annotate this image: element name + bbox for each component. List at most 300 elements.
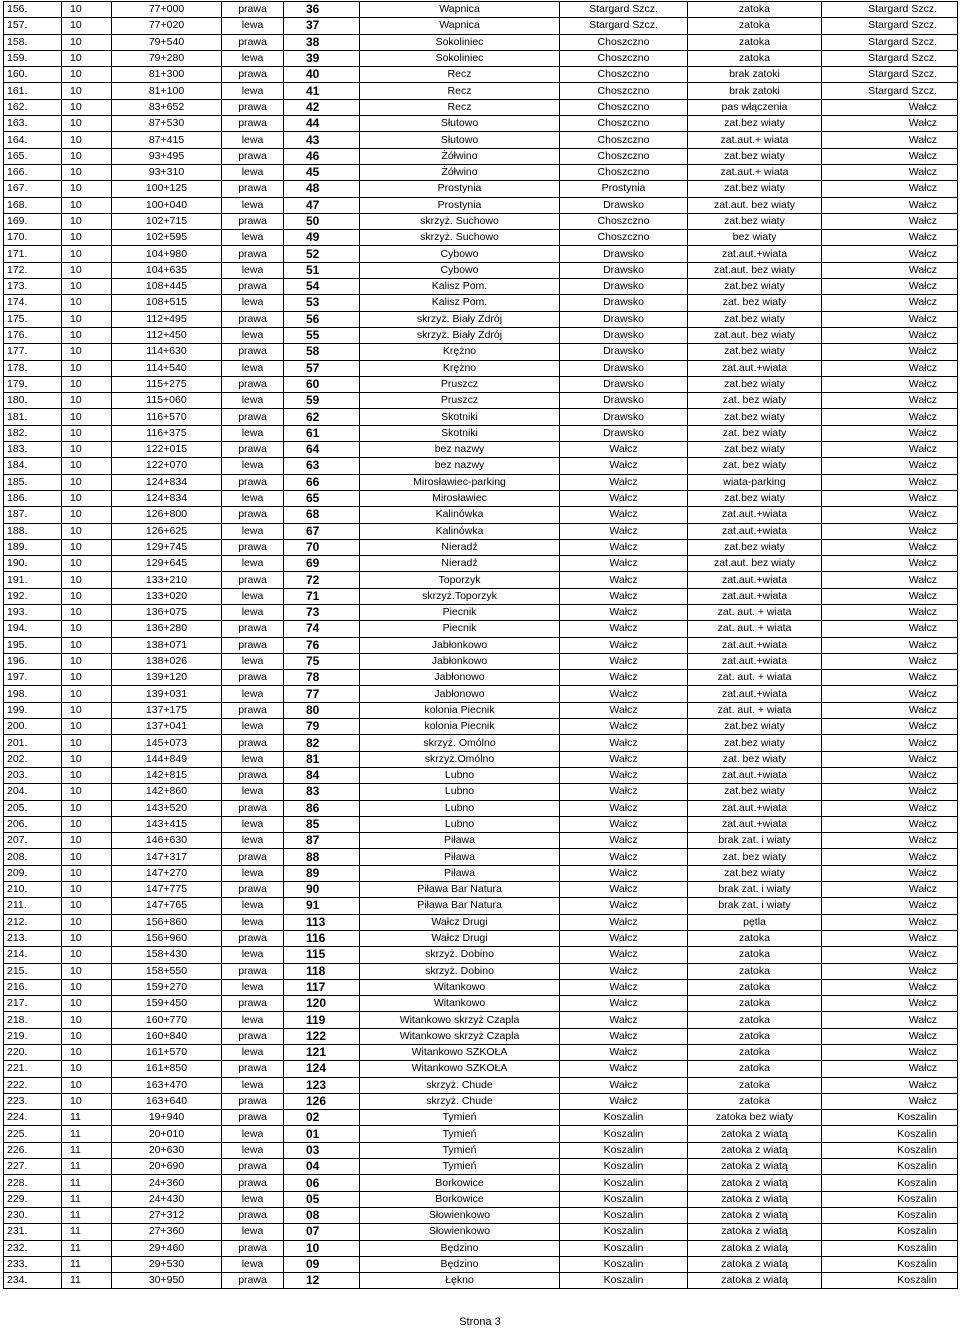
table-row (4, 784, 958, 800)
stop-type-cell: zat.aut.+ wiata (688, 164, 822, 180)
row-number-cell: 175. (4, 311, 62, 327)
road-number-cell: 10 (62, 784, 112, 800)
row-number-cell: 171. (4, 246, 62, 262)
road-number-cell: 10 (62, 116, 112, 132)
row-number-cell: 185. (4, 474, 62, 490)
stop-type-cell: zat.bez wiaty (688, 311, 822, 327)
side-cell: prawa (222, 246, 284, 262)
side-cell: lewa (222, 295, 284, 311)
stop-type-cell: zat. bez wiaty (688, 393, 822, 409)
row-number-cell: 206. (4, 816, 62, 832)
area-cell: Wałcz (560, 800, 688, 816)
district-cell: Wałcz (822, 751, 958, 767)
district-cell: Wałcz (822, 702, 958, 718)
stop-number-cell: 66 (284, 474, 360, 490)
stop-name-cell: Krężno (360, 360, 560, 376)
area-cell: Drawsko (560, 360, 688, 376)
stop-number-cell: 61 (284, 425, 360, 441)
stop-number-cell: 06 (284, 1175, 360, 1191)
district-cell: Wałcz (822, 914, 958, 930)
side-cell: prawa (222, 735, 284, 751)
table-row (4, 409, 958, 425)
row-number-cell: 201. (4, 735, 62, 751)
stop-type-cell: zatoka (688, 1093, 822, 1109)
row-number-cell: 203. (4, 767, 62, 783)
side-cell: lewa (222, 686, 284, 702)
table-row (4, 751, 958, 767)
table-row (4, 279, 958, 295)
side-cell: lewa (222, 1142, 284, 1158)
table-row (4, 1110, 958, 1126)
side-cell: prawa (222, 1110, 284, 1126)
stop-number-cell: 64 (284, 442, 360, 458)
table-row (4, 116, 958, 132)
area-cell: Wałcz (560, 751, 688, 767)
area-cell: Wałcz (560, 784, 688, 800)
stop-type-cell: zatoka z wiatą (688, 1224, 822, 1240)
district-cell: Wałcz (822, 572, 958, 588)
stop-type-cell: zatoka z wiatą (688, 1256, 822, 1272)
row-number-cell: 173. (4, 279, 62, 295)
side-cell: prawa (222, 344, 284, 360)
road-number-cell: 10 (62, 393, 112, 409)
side-cell: lewa (222, 653, 284, 669)
stop-name-cell: Pruszcz (360, 376, 560, 392)
row-number-cell: 179. (4, 376, 62, 392)
area-cell: Koszalin (560, 1240, 688, 1256)
stop-number-cell: 44 (284, 116, 360, 132)
kilometer-cell: 114+540 (112, 360, 222, 376)
road-number-cell: 10 (62, 849, 112, 865)
stop-name-cell: skrzyż. Chude (360, 1077, 560, 1093)
side-cell: lewa (222, 1191, 284, 1207)
side-cell: prawa (222, 148, 284, 164)
district-cell: Wałcz (822, 963, 958, 979)
district-cell: Wałcz (822, 1045, 958, 1061)
row-number-cell: 207. (4, 833, 62, 849)
district-cell: Wałcz (822, 458, 958, 474)
stop-type-cell: zat.aut.+wiata (688, 588, 822, 604)
side-cell: lewa (222, 604, 284, 620)
stop-number-cell: 09 (284, 1256, 360, 1272)
table-row (4, 132, 958, 148)
road-number-cell: 10 (62, 507, 112, 523)
road-number-cell: 10 (62, 164, 112, 180)
district-cell: Koszalin (822, 1191, 958, 1207)
stop-number-cell: 123 (284, 1077, 360, 1093)
table-row (4, 1273, 958, 1289)
kilometer-cell: 20+010 (112, 1126, 222, 1142)
side-cell: prawa (222, 474, 284, 490)
side-cell: lewa (222, 262, 284, 278)
district-cell: Wałcz (822, 262, 958, 278)
kilometer-cell: 87+415 (112, 132, 222, 148)
road-number-cell: 10 (62, 376, 112, 392)
road-number-cell: 10 (62, 148, 112, 164)
bus-stop-table (3, 1, 958, 1289)
road-number-cell: 10 (62, 230, 112, 246)
district-cell: Wałcz (822, 1061, 958, 1077)
stop-number-cell: 72 (284, 572, 360, 588)
stop-name-cell: Recz (360, 83, 560, 99)
road-number-cell: 10 (62, 556, 112, 572)
stop-type-cell: brak zat. i wiaty (688, 833, 822, 849)
road-number-cell: 10 (62, 2, 112, 18)
table-row (4, 360, 958, 376)
table-row (4, 1207, 958, 1223)
district-cell: Koszalin (822, 1273, 958, 1289)
district-cell: Wałcz (822, 99, 958, 115)
stop-type-cell: zatoka z wiatą (688, 1126, 822, 1142)
district-cell: Wałcz (822, 947, 958, 963)
road-number-cell: 10 (62, 767, 112, 783)
row-number-cell: 193. (4, 604, 62, 620)
area-cell: Koszalin (560, 1256, 688, 1272)
stop-name-cell: Tymień (360, 1159, 560, 1175)
table-row (4, 442, 958, 458)
stop-number-cell: 91 (284, 898, 360, 914)
stop-type-cell: zat.bez wiaty (688, 409, 822, 425)
stop-type-cell: zat.aut. bez wiaty (688, 327, 822, 343)
road-number-cell: 11 (62, 1175, 112, 1191)
area-cell: Koszalin (560, 1207, 688, 1223)
row-number-cell: 213. (4, 930, 62, 946)
kilometer-cell: 87+530 (112, 116, 222, 132)
stop-type-cell: zatoka z wiatą (688, 1240, 822, 1256)
stop-name-cell: skrzyż. Omólno (360, 735, 560, 751)
side-cell: prawa (222, 1159, 284, 1175)
kilometer-cell: 156+860 (112, 914, 222, 930)
district-cell: Wałcz (822, 816, 958, 832)
area-cell: Choszczno (560, 83, 688, 99)
road-number-cell: 10 (62, 344, 112, 360)
side-cell: lewa (222, 784, 284, 800)
district-cell: Wałcz (822, 784, 958, 800)
stop-type-cell: zatoka z wiatą (688, 1273, 822, 1289)
kilometer-cell: 137+175 (112, 702, 222, 718)
table-row (4, 947, 958, 963)
district-cell: Wałcz (822, 865, 958, 881)
road-number-cell: 10 (62, 523, 112, 539)
road-number-cell: 10 (62, 34, 112, 50)
stop-name-cell: Cybowo (360, 262, 560, 278)
stop-type-cell: zat.bez wiaty (688, 442, 822, 458)
stop-type-cell: zat.bez wiaty (688, 539, 822, 555)
stop-type-cell: zat.bez wiaty (688, 148, 822, 164)
table-row (4, 1093, 958, 1109)
row-number-cell: 228. (4, 1175, 62, 1191)
stop-type-cell: zat.aut.+wiata (688, 767, 822, 783)
stop-name-cell: Słowienkowo (360, 1207, 560, 1223)
area-cell: Wałcz (560, 474, 688, 490)
row-number-cell: 162. (4, 99, 62, 115)
row-number-cell: 211. (4, 898, 62, 914)
stop-type-cell: zat. bez wiaty (688, 295, 822, 311)
table-row (4, 572, 958, 588)
stop-number-cell: 47 (284, 197, 360, 213)
table-row (4, 1224, 958, 1240)
area-cell: Wałcz (560, 767, 688, 783)
side-cell: prawa (222, 539, 284, 555)
side-cell: lewa (222, 132, 284, 148)
table-row (4, 637, 958, 653)
kilometer-cell: 102+715 (112, 213, 222, 229)
district-cell: Wałcz (822, 213, 958, 229)
district-cell: Wałcz (822, 719, 958, 735)
area-cell: Choszczno (560, 164, 688, 180)
area-cell: Prostynia (560, 181, 688, 197)
kilometer-cell: 126+800 (112, 507, 222, 523)
stop-type-cell: zat.aut.+wiata (688, 246, 822, 262)
district-cell: Wałcz (822, 230, 958, 246)
stop-number-cell: 115 (284, 947, 360, 963)
table-row (4, 425, 958, 441)
road-number-cell: 10 (62, 327, 112, 343)
area-cell: Drawsko (560, 409, 688, 425)
area-cell: Wałcz (560, 979, 688, 995)
district-cell: Wałcz (822, 686, 958, 702)
stop-type-cell: zat.bez wiaty (688, 490, 822, 506)
road-number-cell: 10 (62, 1012, 112, 1028)
kilometer-cell: 29+460 (112, 1240, 222, 1256)
district-cell: Wałcz (822, 735, 958, 751)
stop-number-cell: 36 (284, 2, 360, 18)
area-cell: Koszalin (560, 1175, 688, 1191)
row-number-cell: 191. (4, 572, 62, 588)
stop-number-cell: 85 (284, 816, 360, 832)
side-cell: lewa (222, 164, 284, 180)
stop-name-cell: Lubno (360, 816, 560, 832)
side-cell: lewa (222, 865, 284, 881)
road-number-cell: 10 (62, 295, 112, 311)
stop-number-cell: 03 (284, 1142, 360, 1158)
district-cell: Koszalin (822, 1207, 958, 1223)
stop-number-cell: 46 (284, 148, 360, 164)
row-number-cell: 209. (4, 865, 62, 881)
row-number-cell: 176. (4, 327, 62, 343)
kilometer-cell: 115+060 (112, 393, 222, 409)
kilometer-cell: 77+020 (112, 18, 222, 34)
stop-type-cell: zat.aut. bez wiaty (688, 262, 822, 278)
area-cell: Drawsko (560, 197, 688, 213)
area-cell: Wałcz (560, 556, 688, 572)
kilometer-cell: 122+015 (112, 442, 222, 458)
district-cell: Wałcz (822, 507, 958, 523)
stop-number-cell: 04 (284, 1159, 360, 1175)
road-number-cell: 10 (62, 1061, 112, 1077)
side-cell: lewa (222, 393, 284, 409)
stop-type-cell: zat.aut.+wiata (688, 572, 822, 588)
stop-number-cell: 52 (284, 246, 360, 262)
area-cell: Wałcz (560, 1045, 688, 1061)
stop-type-cell: zatoka (688, 1045, 822, 1061)
district-cell: Wałcz (822, 295, 958, 311)
kilometer-cell: 163+470 (112, 1077, 222, 1093)
table-row (4, 458, 958, 474)
stop-name-cell: skrzyż. Suchowo (360, 230, 560, 246)
table-row (4, 311, 958, 327)
side-cell: lewa (222, 914, 284, 930)
stop-number-cell: 07 (284, 1224, 360, 1240)
stop-type-cell: zat. bez wiaty (688, 849, 822, 865)
kilometer-cell: 146+630 (112, 833, 222, 849)
stop-name-cell: Kalinówka (360, 507, 560, 523)
district-cell: Wałcz (822, 181, 958, 197)
area-cell: Wałcz (560, 507, 688, 523)
district-cell: Wałcz (822, 637, 958, 653)
area-cell: Koszalin (560, 1142, 688, 1158)
road-number-cell: 10 (62, 621, 112, 637)
district-cell: Koszalin (822, 1142, 958, 1158)
side-cell: lewa (222, 898, 284, 914)
side-cell: lewa (222, 1077, 284, 1093)
side-cell: prawa (222, 442, 284, 458)
row-number-cell: 231. (4, 1224, 62, 1240)
kilometer-cell: 93+310 (112, 164, 222, 180)
stop-name-cell: Wapnica (360, 2, 560, 18)
area-cell: Choszczno (560, 148, 688, 164)
kilometer-cell: 19+940 (112, 1110, 222, 1126)
kilometer-cell: 138+026 (112, 653, 222, 669)
kilometer-cell: 77+000 (112, 2, 222, 18)
table-row (4, 686, 958, 702)
district-cell: Wałcz (822, 882, 958, 898)
stop-number-cell: 117 (284, 979, 360, 995)
side-cell: prawa (222, 1061, 284, 1077)
row-number-cell: 164. (4, 132, 62, 148)
side-cell: lewa (222, 327, 284, 343)
side-cell: prawa (222, 800, 284, 816)
stop-type-cell: pętla (688, 914, 822, 930)
side-cell: lewa (222, 751, 284, 767)
kilometer-cell: 160+770 (112, 1012, 222, 1028)
table-row (4, 1061, 958, 1077)
kilometer-cell: 161+570 (112, 1045, 222, 1061)
stop-type-cell: zat.bez wiaty (688, 116, 822, 132)
stop-name-cell: Kalinówka (360, 523, 560, 539)
side-cell: lewa (222, 556, 284, 572)
side-cell: prawa (222, 963, 284, 979)
side-cell: prawa (222, 572, 284, 588)
road-number-cell: 10 (62, 442, 112, 458)
stop-type-cell: zatoka (688, 996, 822, 1012)
row-number-cell: 170. (4, 230, 62, 246)
stop-type-cell: zatoka (688, 963, 822, 979)
stop-type-cell: zat.aut.+wiata (688, 816, 822, 832)
stop-name-cell: Lubno (360, 767, 560, 783)
road-number-cell: 10 (62, 279, 112, 295)
kilometer-cell: 159+270 (112, 979, 222, 995)
kilometer-cell: 79+280 (112, 50, 222, 66)
stop-name-cell: Wałcz Drugi (360, 930, 560, 946)
row-number-cell: 233. (4, 1256, 62, 1272)
stop-name-cell: Skotniki (360, 425, 560, 441)
table-row (4, 930, 958, 946)
side-cell: lewa (222, 979, 284, 995)
stop-name-cell: skrzyż.Omólno (360, 751, 560, 767)
stop-type-cell: zatoka z wiatą (688, 1191, 822, 1207)
side-cell: lewa (222, 947, 284, 963)
kilometer-cell: 115+275 (112, 376, 222, 392)
district-cell: Wałcz (822, 1077, 958, 1093)
stop-name-cell: Będzino (360, 1240, 560, 1256)
district-cell: Wałcz (822, 474, 958, 490)
kilometer-cell: 116+375 (112, 425, 222, 441)
district-cell: Wałcz (822, 621, 958, 637)
kilometer-cell: 143+415 (112, 816, 222, 832)
stop-number-cell: 45 (284, 164, 360, 180)
row-number-cell: 172. (4, 262, 62, 278)
district-cell: Wałcz (822, 148, 958, 164)
district-cell: Wałcz (822, 425, 958, 441)
road-number-cell: 10 (62, 637, 112, 653)
road-number-cell: 11 (62, 1159, 112, 1175)
stop-type-cell: zat.aut.+wiata (688, 523, 822, 539)
stop-number-cell: 121 (284, 1045, 360, 1061)
road-number-cell: 11 (62, 1207, 112, 1223)
road-number-cell: 10 (62, 979, 112, 995)
table-row (4, 2, 958, 18)
area-cell: Wałcz (560, 816, 688, 832)
row-number-cell: 208. (4, 849, 62, 865)
table-row (4, 539, 958, 555)
stop-type-cell: zat.aut.+ wiata (688, 132, 822, 148)
area-cell: Drawsko (560, 295, 688, 311)
table-row (4, 1256, 958, 1272)
stop-name-cell: Krężno (360, 344, 560, 360)
stop-number-cell: 71 (284, 588, 360, 604)
side-cell: lewa (222, 1256, 284, 1272)
table-row (4, 490, 958, 506)
stop-name-cell: Toporzyk (360, 572, 560, 588)
area-cell: Drawsko (560, 262, 688, 278)
stop-name-cell: Tymień (360, 1142, 560, 1158)
table-row (4, 181, 958, 197)
side-cell: lewa (222, 50, 284, 66)
kilometer-cell: 20+630 (112, 1142, 222, 1158)
stop-number-cell: 84 (284, 767, 360, 783)
district-cell: Wałcz (822, 376, 958, 392)
row-number-cell: 169. (4, 213, 62, 229)
district-cell: Stargard Szcz. (822, 50, 958, 66)
side-cell: lewa (222, 230, 284, 246)
road-number-cell: 10 (62, 197, 112, 213)
area-cell: Wałcz (560, 702, 688, 718)
kilometer-cell: 161+850 (112, 1061, 222, 1077)
side-cell: prawa (222, 67, 284, 83)
district-cell: Wałcz (822, 246, 958, 262)
stop-type-cell: zat.aut. bez wiaty (688, 556, 822, 572)
area-cell: Choszczno (560, 67, 688, 83)
kilometer-cell: 147+317 (112, 849, 222, 865)
stop-type-cell: zatoka (688, 34, 822, 50)
table-row (4, 213, 958, 229)
stop-number-cell: 12 (284, 1273, 360, 1289)
side-cell: prawa (222, 1273, 284, 1289)
district-cell: Stargard Szcz. (822, 83, 958, 99)
side-cell: lewa (222, 833, 284, 849)
table-row (4, 898, 958, 914)
stop-name-cell: Tymień (360, 1126, 560, 1142)
road-number-cell: 10 (62, 132, 112, 148)
kilometer-cell: 137+041 (112, 719, 222, 735)
stop-number-cell: 53 (284, 295, 360, 311)
area-cell: Wałcz (560, 947, 688, 963)
road-number-cell: 10 (62, 1093, 112, 1109)
road-number-cell: 11 (62, 1256, 112, 1272)
district-cell: Wałcz (822, 523, 958, 539)
row-number-cell: 225. (4, 1126, 62, 1142)
